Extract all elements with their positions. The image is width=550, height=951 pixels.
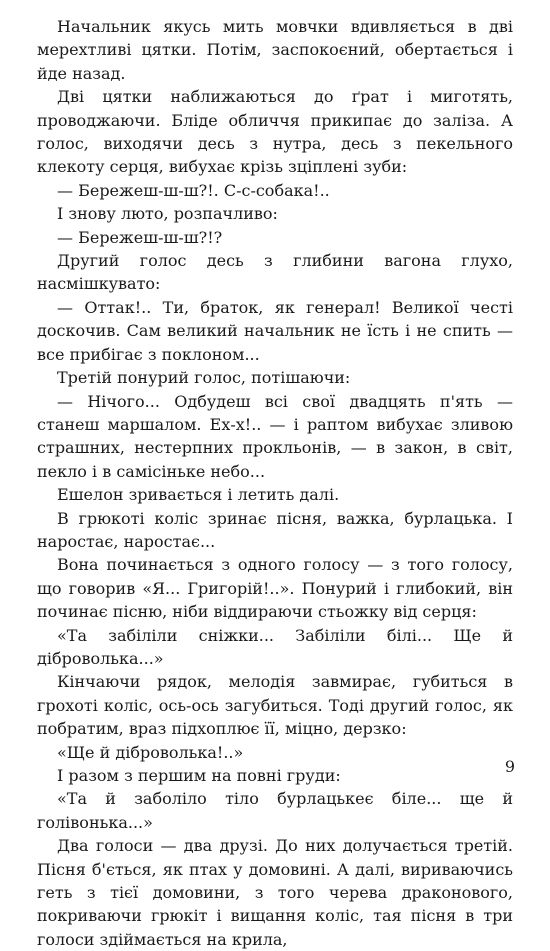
paragraph: Кінчаючи рядок, мелодія завмирає, губиться в грохоті коліс, ось-ось загубиться. Тоді другий голос, як побратим, враз підхоплює її, міцно, дерзко: — [37, 672, 513, 739]
paragraph: — Бережеш-ш-ш?!? — [57, 227, 223, 247]
paragraph: Дві цятки наближаються до ґрат і миготять, проводжаючи. Бліде обличчя прикипає до заліза. А голос, виходячи десь з нутра, десь з пекельного клекоту серця, вибухає крізь зціплені зуби: — [37, 87, 513, 177]
paragraph: — Нічого... Одбудеш всі свої двадцять п'ять — станеш маршалом. Ех-х!.. — і раптом вибухає зливою страшних, нестерпних прокльонів, — в закон, в світ, пекло і в самісіньке небо... — [37, 391, 513, 481]
paragraph: В грюкоті коліс зринає пісня, важка, бурлацька. І наростає, наростає... — [37, 508, 513, 551]
paragraph: І разом з першим на повні груди: — [57, 766, 341, 785]
paragraph: — Оттак!.. Ти, браток, як генерал! Великої честі доскочив. Сам великий начальник не їсть і не спить — все прибігає з поклоном... — [37, 297, 513, 364]
paragraph: Два голоси — два друзі. До них долучається третій. Пісня б'ється, як птах у домовині. А далі, вириваючись геть з тієї домовини, з того черева драконового, покриваючи грюкіт і вищання коліс, тая пісня в три голоси здіймається на крила, — [37, 836, 513, 949]
paragraph: Ешелон зривається і летить далі. — [57, 485, 340, 505]
paragraph: — Бережеш-ш-ш?!. С-с-собака!.. — [57, 180, 330, 200]
body-text — [37, 15, 513, 951]
page-number: 9 — [504, 757, 515, 776]
paragraph: Вона починається з одного голосу — з того голосу, що говорив «Я... Григорій!..». Понурий і глибокий, він починає пісню, ніби віддираючи стьожку від серця: — [37, 555, 513, 622]
paragraph: Начальник якусь мить мовчки вдивляється в дві мерехтливі цятки. Потім, заспокоєний, обертається і йде назад. — [37, 17, 513, 83]
paragraph: «Та й заболіло тіло бурлацькеє біле... ще й голівонька...» — [37, 789, 513, 832]
paragraph: І знову люто, розпачливо: — [57, 204, 278, 224]
paragraph: Другий голос десь з глибини вагона глухо, насмішкувато: — [37, 251, 513, 294]
paragraph: «Ще й діброволька!..» — [57, 742, 244, 762]
paragraph: Третій понурий голос, потішаючи: — [57, 368, 351, 388]
paragraph: «Та забіліли сніжки... Забіліли білі... Ще й діброволька...» — [37, 625, 513, 668]
